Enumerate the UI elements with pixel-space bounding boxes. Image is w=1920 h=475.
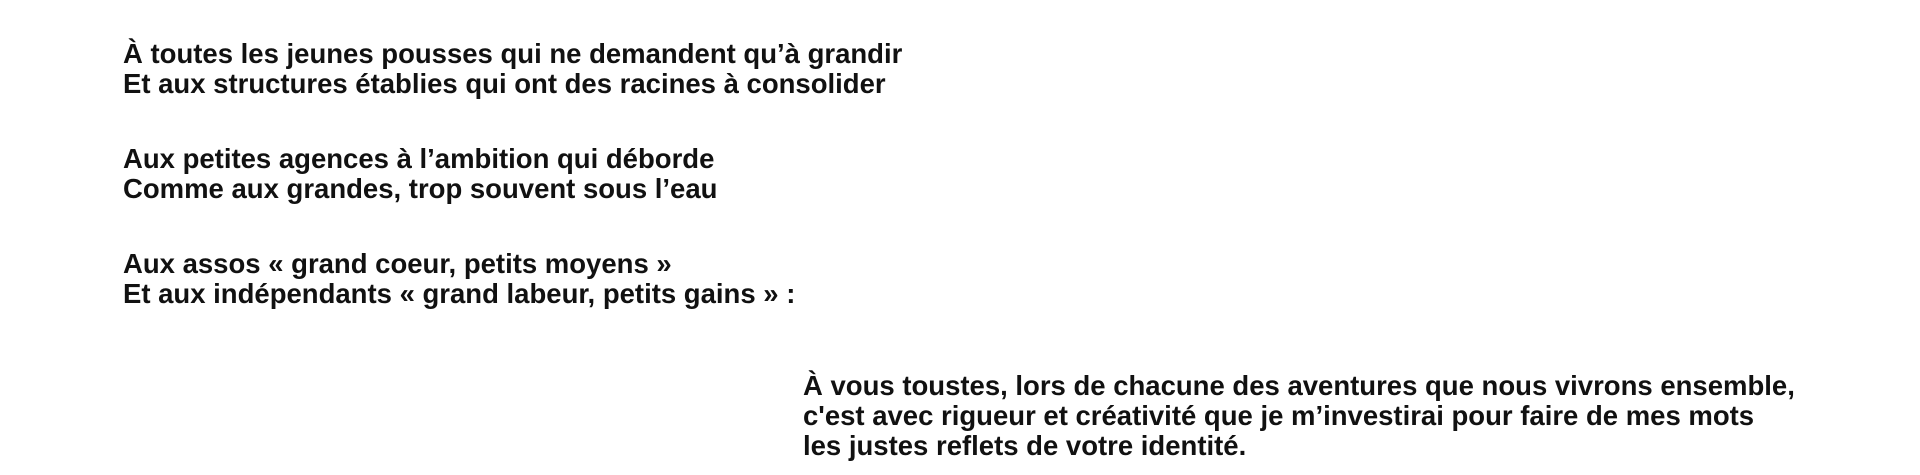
closing-block [803, 371, 1795, 461]
closing-paragraph [803, 371, 1795, 461]
text-line: Aux petites agences à l’ambition qui déborde [123, 143, 715, 174]
dedication-paragraph-assos [123, 249, 902, 309]
text-line: Et aux structures établies qui ont des racines à consolider [123, 68, 886, 99]
dedication-paragraph-agencies [123, 144, 902, 204]
text-line: Comme aux grandes, trop souvent sous l’eau [123, 173, 718, 204]
text-line: À toutes les jeunes pousses qui ne demandent qu’à grandir [123, 38, 903, 69]
text-line: c'est avec rigueur et créativité que je m’investirai pour faire de mes mots [803, 400, 1755, 431]
text-line: Aux assos « grand coeur, petits moyens » [123, 248, 672, 279]
text-line: les justes reflets de votre identité. [803, 430, 1247, 461]
text-line: À vous toustes, lors de chacune des aventures que nous vivrons ensemble, [803, 370, 1795, 401]
text-line: Et aux indépendants « grand labeur, petits gains » : [123, 278, 796, 309]
dedication-block [123, 39, 902, 309]
dedication-paragraph-growth [123, 39, 902, 99]
